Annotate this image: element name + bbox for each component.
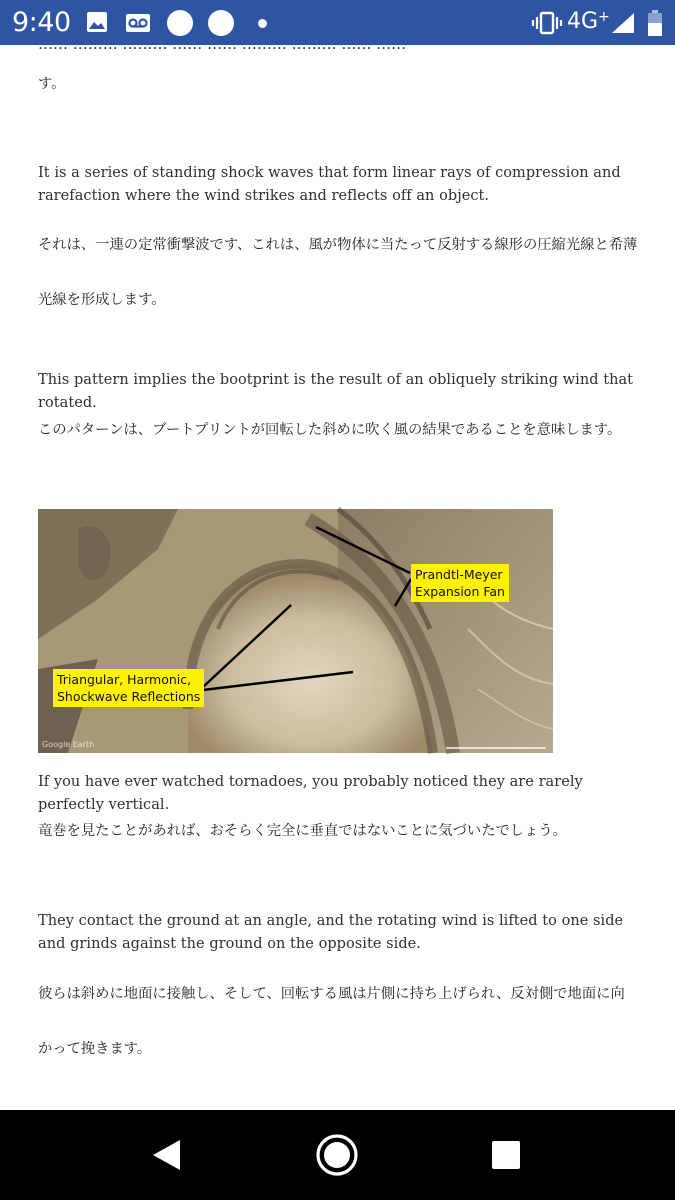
home-button[interactable] [307, 1130, 367, 1180]
status-time: 9:40 [12, 7, 71, 38]
battery-icon [648, 10, 662, 40]
network-type [567, 9, 610, 34]
article-content[interactable] [0, 35, 675, 1110]
callout-shockwave: Triangular, Harmonic, Shockwave Reflections [53, 669, 204, 707]
notification-dot-icon [208, 10, 234, 36]
clipped-text-line: …… ……… ……… …… …… ……… ……… …… …… [38, 35, 407, 53]
callout-expansion-fan: Prandtl-Meyer Expansion Fan [411, 564, 509, 602]
image-icon [86, 11, 108, 37]
paragraph-ja-2: このパターンは、ブートプリントが回転した斜めに吹く風の結果であることを意味します。 [38, 422, 622, 438]
home-icon [307, 1130, 367, 1180]
notification-dot-icon [167, 10, 193, 36]
recents-button[interactable] [476, 1130, 536, 1180]
paragraph-en-2: This pattern implies the bootprint is the result of an obliquely striking wind that rotated. [38, 372, 634, 411]
image-watermark: Google Earth [42, 740, 95, 749]
voicemail-icon [125, 13, 151, 37]
navigation-bar [0, 1110, 675, 1200]
satellite-image [38, 509, 553, 753]
paragraph-en-3: If you have ever watched tornadoes, you probably noticed they are rarely perfectly vertical. [38, 774, 583, 813]
paragraph-ja-4: 彼らは斜めに地面に接触し、そして、回転する風は片側に持ち上げられ、反対側で地面に向かって挽きます。 [38, 986, 625, 1057]
paragraph-ja-3: 竜巻を見たことがあれば、おそらく完全に垂直ではないことに気づいたでしょう。 [38, 823, 567, 839]
satellite-terrain [38, 509, 553, 753]
back-button[interactable] [137, 1130, 197, 1180]
top-fragment: す。 [38, 76, 66, 92]
back-icon [137, 1130, 197, 1180]
paragraph-en-4: They contact the ground at an angle, and the rotating wind is lifted to one side and grinds against the ground on the opposite side. [38, 913, 624, 952]
paragraph-ja-1: それは、一連の定常衝撃波です、これは、風が物体に当たって反射する線形の圧縮光線と希薄光線を形成します。 [38, 237, 638, 308]
paragraph-en-1: It is a series of standing shock waves that form linear rays of compression and rarefaction where the wind strikes and reflects off an object. [38, 165, 621, 204]
small-dot-icon [258, 19, 267, 28]
network-label: 4G [567, 9, 599, 34]
network-suffix: + [598, 9, 610, 25]
recents-icon [476, 1130, 536, 1180]
